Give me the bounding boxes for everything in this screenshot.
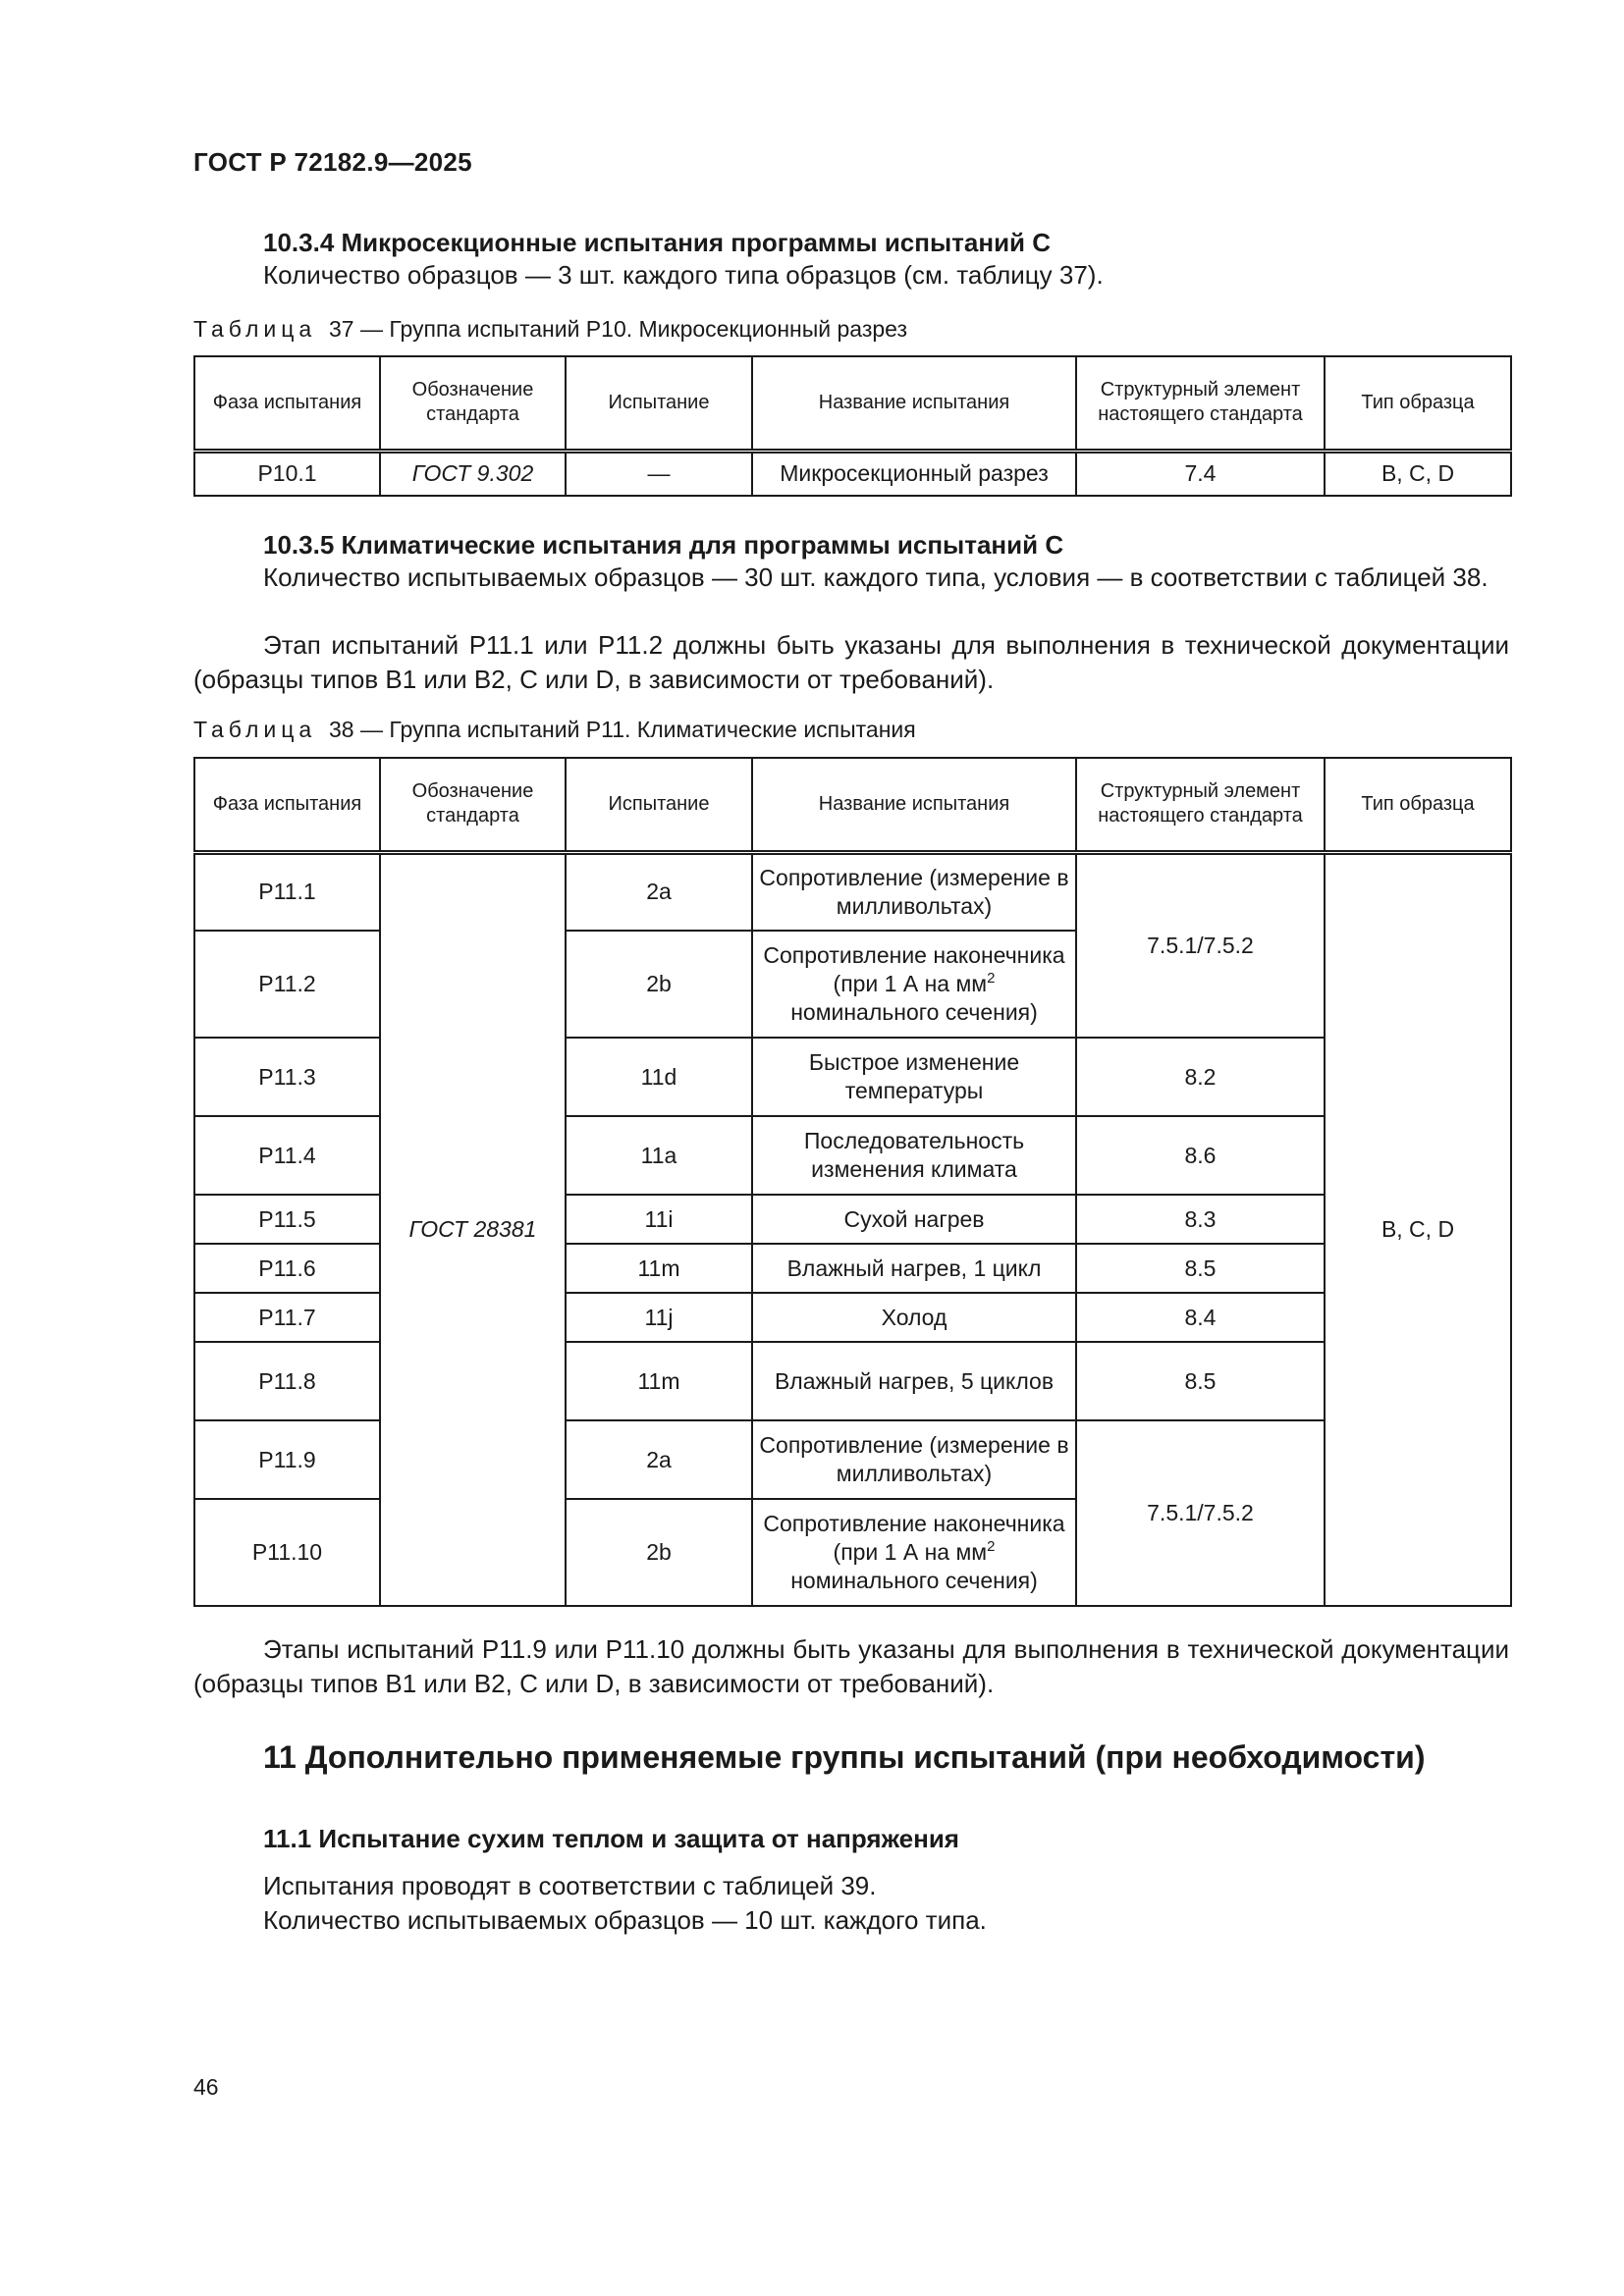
cell-test: 2a — [566, 1420, 752, 1499]
paragraph: Этап испытаний Р11.1 или Р11.2 должны быть указаны для выполнения в технической документации (образцы типов В1 или В2, С или D, в зависимости от требований). — [193, 630, 1509, 694]
cell-element: 8.3 — [1076, 1195, 1325, 1244]
header-cell: Структурный элемент настоящего стандарта — [1076, 758, 1325, 852]
cell-phase: Р11.6 — [194, 1244, 380, 1293]
cell-name: Сопротивление (измерение в милливольтах) — [752, 1420, 1076, 1499]
cell-name: Влажный нагрев, 1 цикл — [752, 1244, 1076, 1293]
section-heading-11: 11 Дополнительно применяемые группы испытаний (при необходимости) — [263, 1739, 1426, 1775]
cell-element: 8.5 — [1076, 1244, 1325, 1293]
cell-phase: Р11.8 — [194, 1342, 380, 1420]
header-cell: Обозначение стандарта — [380, 356, 566, 451]
header-cell: Обозначение стандарта — [380, 758, 566, 852]
table-row — [194, 852, 1511, 931]
table-header-row — [194, 758, 1511, 852]
header-cell: Фаза испытания — [194, 356, 380, 451]
cell-test: 11j — [566, 1293, 752, 1342]
cell-element: 8.4 — [1076, 1293, 1325, 1342]
cell-test: 11m — [566, 1244, 752, 1293]
cell-name: Быстрое изменение температуры — [752, 1038, 1076, 1116]
cell-phase: Р11.5 — [194, 1195, 380, 1244]
document-header: ГОСТ Р 72182.9—2025 — [193, 147, 472, 177]
cell-name: Холод — [752, 1293, 1076, 1342]
cell-phase: Р11.3 — [194, 1038, 380, 1116]
cell-name: Влажный нагрев, 5 циклов — [752, 1342, 1076, 1420]
cell: — — [566, 451, 752, 496]
header-cell: Испытание — [566, 356, 752, 451]
caption-text: 38 — Группа испытаний Р11. Климатические испытания — [328, 717, 916, 742]
section-heading-10-3-5: 10.3.5 Климатические испытания для программы испытаний С — [263, 530, 1064, 560]
cell-phase: Р11.2 — [194, 931, 380, 1038]
header-cell: Название испытания — [752, 356, 1076, 451]
cell-standard: ГОСТ 28381 — [380, 852, 566, 1606]
paragraph: Количество испытываемых образцов — 30 шт. каждого типа, условия — в соответствии с таблицей 38. — [263, 562, 1489, 592]
cell-test: 11d — [566, 1038, 752, 1116]
cell-phase: Р11.9 — [194, 1420, 380, 1499]
cell-element: 8.5 — [1076, 1342, 1325, 1420]
cell-element: 8.2 — [1076, 1038, 1325, 1116]
header-cell: Структурный элемент настоящего стандарта — [1076, 356, 1325, 451]
table-header-row — [194, 356, 1511, 451]
table-caption — [193, 316, 907, 343]
cell: 7.4 — [1076, 451, 1325, 496]
cell-test: 2a — [566, 852, 752, 931]
cell-sample-type: B, C, D — [1325, 852, 1511, 1606]
cell-test: 11m — [566, 1342, 752, 1420]
table-caption — [193, 717, 916, 743]
cell-phase: Р11.7 — [194, 1293, 380, 1342]
caption-text: 37 — Группа испытаний Р10. Микросекционный разрез — [328, 316, 907, 342]
table-38 — [193, 757, 1512, 1607]
cell-phase: Р11.4 — [194, 1116, 380, 1195]
header-cell: Испытание — [566, 758, 752, 852]
header-cell: Тип образца — [1325, 758, 1511, 852]
cell-element: 7.5.1/7.5.2 — [1076, 852, 1325, 1038]
cell-name: Сухой нагрев — [752, 1195, 1076, 1244]
cell-name: Сопротивление (измерение в милливольтах) — [752, 852, 1076, 931]
section-heading-11-1: 11.1 Испытание сухим теплом и защита от напряжения — [263, 1824, 959, 1853]
cell: Р10.1 — [194, 451, 380, 496]
cell: B, C, D — [1325, 451, 1511, 496]
table-row — [194, 451, 1511, 496]
caption-label: Таблица — [193, 717, 317, 742]
cell-test: 11a — [566, 1116, 752, 1195]
cell: Микросекционный разрез — [752, 451, 1076, 496]
cell-phase: Р11.10 — [194, 1499, 380, 1606]
header-cell: Название испытания — [752, 758, 1076, 852]
cell-element: 8.6 — [1076, 1116, 1325, 1195]
paragraph: Количество испытываемых образцов — 10 шт. каждого типа. — [263, 1905, 987, 1935]
cell-name: Последовательность изменения климата — [752, 1116, 1076, 1195]
page-number: 46 — [193, 2074, 219, 2100]
section-heading-10-3-4: 10.3.4 Микросекционные испытания программы испытаний С — [263, 228, 1052, 257]
cell-name: Сопротивление наконечника (при 1 А на $мм^2$ номинального сечения) — [752, 931, 1076, 1038]
header-cell: Фаза испытания — [194, 758, 380, 852]
cell-name: Сопротивление наконечника (при 1 А на $мм^2$ номинального сечения) — [752, 1499, 1076, 1606]
cell-test: 11i — [566, 1195, 752, 1244]
cell-test: 2b — [566, 931, 752, 1038]
cell: ГОСТ 9.302 — [380, 451, 566, 496]
paragraph: Количество образцов — 3 шт. каждого типа образцов (см. таблицу 37). — [263, 260, 1104, 290]
header-cell: Тип образца — [1325, 356, 1511, 451]
cell-phase: Р11.1 — [194, 852, 380, 931]
paragraph: Этапы испытаний Р11.9 или Р11.10 должны быть указаны для выполнения в технической документации (образцы типов В1 или В2, С или D, в зависимости от требований). — [193, 1634, 1509, 1698]
paragraph: Испытания проводят в соответствии с таблицей 39. — [263, 1871, 877, 1900]
cell-test: 2b — [566, 1499, 752, 1606]
caption-label: Таблица — [193, 316, 317, 342]
cell-element: 7.5.1/7.5.2 — [1076, 1420, 1325, 1606]
table-37 — [193, 355, 1512, 497]
